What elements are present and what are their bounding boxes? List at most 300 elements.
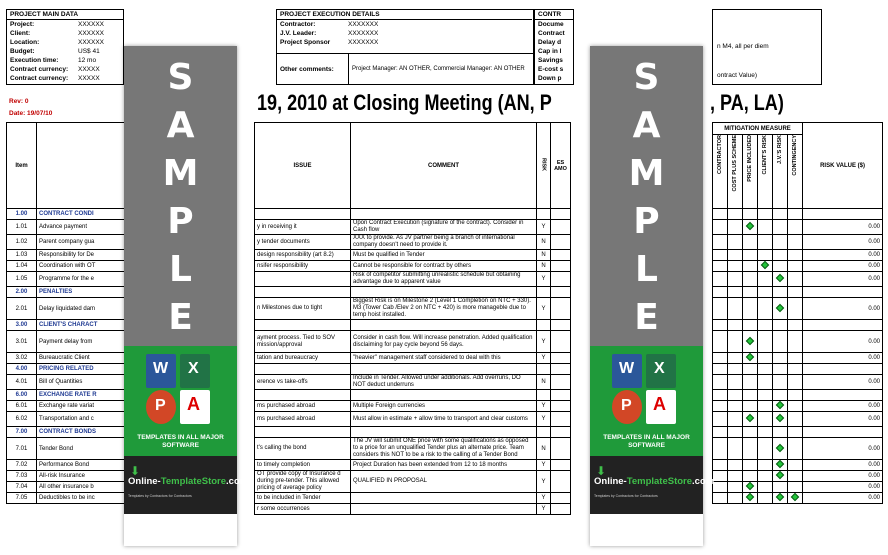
comment-cell [351,504,537,515]
risk-value-cell: 0.00 [803,250,883,261]
table-row [713,220,883,235]
table-row [7,493,127,504]
mitigation-cell [773,375,788,390]
item-description: Performance Bond [37,460,127,471]
risk-value-cell: 0.00 [803,412,883,427]
risk-flag-cell [537,390,551,401]
item-description: Programme for the e [37,272,127,287]
item-description: PENALTIES [37,287,127,298]
risk-value-cell [803,364,883,375]
mitigation-cell [728,235,743,250]
mitigation-cell [728,471,743,482]
project-main-data-box [6,9,124,85]
risk-flag-cell: N [537,261,551,272]
sample-letter: S [167,57,194,98]
mitigation-cell [758,438,773,460]
table-row [7,298,127,320]
table-row [255,331,571,353]
risk-value-cell: 0.00 [803,298,883,320]
table-row [713,460,883,471]
mitigation-cell [758,460,773,471]
field-value: XXXXX [78,75,100,82]
contract-row-label: Savings [538,57,563,64]
risk-value-cell [803,390,883,401]
issue-cell [255,320,351,331]
mitigation-cell [788,364,803,375]
item-number: 1.05 [7,272,37,287]
project-execution-box [276,9,534,85]
table-row [713,375,883,390]
mitigation-column-header [743,135,758,209]
check-diamond-icon [776,414,784,422]
item-number: 1.03 [7,250,37,261]
estimated-amount-cell [551,272,571,287]
item-description: CONTRACT BONDS [37,427,127,438]
comment-cell [351,209,537,220]
project-main-row [7,38,123,47]
mitigation-cell [713,471,728,482]
project-main-row [7,29,123,38]
field-label: Project: [10,21,35,28]
estimated-amount-cell [551,401,571,412]
mitigation-cell [713,220,728,235]
mitigation-cell [713,364,728,375]
table-row [7,331,127,353]
issue-cell [255,364,351,375]
item-number: 1.04 [7,261,37,272]
mitigation-column-label: CLIENT'S RISK [762,135,768,175]
mitigation-cell [773,364,788,375]
issue-cell: y in receiving it [255,220,351,235]
table-row [255,261,571,272]
mitigation-cell [743,438,758,460]
item-number: 1.01 [7,220,37,235]
mitigation-cell [758,375,773,390]
mitigation-cell [743,427,758,438]
table-row [255,364,571,375]
mitigation-column-label: CONTRACTOR [717,135,723,175]
project-main-row [7,20,123,29]
table-row [713,272,883,287]
field-value: XXXXXXX [348,39,379,46]
risk-flag-cell: Y [537,353,551,364]
risk-flag-cell [537,320,551,331]
issue-cell: r some occurrences [255,504,351,515]
brand-logo: Online-TemplateStore.com [128,476,249,487]
mitigation-cell [728,261,743,272]
estimated-amount-cell [551,493,571,504]
mitigation-cell [743,287,758,298]
field-label: Contract currency: [10,75,69,82]
mitigation-cell [773,482,788,493]
mitigation-cell [713,401,728,412]
mitigation-cell [773,250,788,261]
table-row [713,235,883,250]
mitigation-cell [758,287,773,298]
item-description: Delay liquidated dam [37,298,127,320]
mitigation-cell [758,471,773,482]
estimated-amount-cell [551,471,571,493]
issue-cell [255,427,351,438]
field-label: Contract currency: [10,66,69,73]
field-label: J.V. Leader: [280,30,317,37]
estimated-amount-cell [551,390,571,401]
table-row [7,390,127,401]
table-row [255,460,571,471]
check-diamond-icon [746,493,754,501]
mitigation-cell [743,331,758,353]
project-main-row [7,47,123,56]
mitigation-column-label: CONTINGENCY [792,135,799,176]
mitigation-cell [788,272,803,287]
risk-table-right [712,122,883,504]
item-description: Payment delay from [37,331,127,353]
mitigation-cell [743,320,758,331]
item-description: PRICING RELATED [37,364,127,375]
mitigation-cell [758,493,773,504]
issue-cell [255,209,351,220]
check-diamond-icon [761,261,769,269]
mitigation-cell [728,493,743,504]
risk-flag-cell: Y [537,471,551,493]
mitigation-cell [713,390,728,401]
table-row [713,353,883,364]
risk-flag-cell: Y [537,504,551,515]
software-panel [124,346,237,456]
mitigation-cell [788,209,803,220]
mitigation-cell [773,471,788,482]
right-header-line-2: ontract Value) [717,72,757,79]
item-description: EXCHANGE RATE R [37,390,127,401]
table-row [7,272,127,287]
mitigation-cell [773,493,788,504]
mitigation-cell [743,353,758,364]
check-diamond-icon [746,353,754,361]
mitigation-cell [743,298,758,320]
field-label: Client: [10,30,31,37]
estimated-amount-cell [551,427,571,438]
contract-box-rows [535,20,573,83]
risk-value-cell [803,320,883,331]
table-row [7,427,127,438]
risk-flag-cell: Y [537,220,551,235]
mitigation-cell [758,401,773,412]
mitigation-cell [773,331,788,353]
mitigation-cell [788,320,803,331]
mitigation-cell [743,460,758,471]
adobe-icon: A [180,390,210,424]
brand-tagline: Templates by Contractors for Contractors [128,494,192,498]
comment-cell: QUALIFIED IN PROPOSAL [351,471,537,493]
risk-flag-cell: N [537,375,551,390]
mitigation-cell [713,412,728,427]
risk-value-cell: 0.00 [803,220,883,235]
mitigation-cell [728,353,743,364]
powerpoint-icon: P [146,390,176,424]
table-row [255,401,571,412]
project-exec-row [277,38,533,47]
check-diamond-icon [776,443,784,451]
mitigation-cell [758,272,773,287]
comment-cell: Multiple Foreign currencies [351,401,537,412]
mitigation-cell [773,320,788,331]
sample-letters-panel [590,46,703,346]
mitigation-cell [743,272,758,287]
templates-text: TEMPLATES IN ALL MAJOR SOFTWARE [137,434,224,449]
issue-cell [255,272,351,287]
table-row [7,375,127,390]
sample-letter: L [169,249,192,290]
mitigation-cell [788,235,803,250]
item-description: CONTRACT CONDI [37,209,127,220]
mitigation-cell [788,261,803,272]
estimated-amount-header: ES AMO [551,123,571,209]
mitigation-cell [773,209,788,220]
sample-letter: A [166,105,195,146]
table-row [255,471,571,493]
comment-cell: Project Duration has been extended from 12 to 18 months [351,460,537,471]
sample-letter: E [168,297,193,338]
table-row [7,320,127,331]
mitigation-cell [758,209,773,220]
check-diamond-icon [791,493,799,501]
table-row [255,287,571,298]
issue-cell: y tender documents [255,235,351,250]
field-label: Budget: [10,48,35,55]
item-number: 1.00 [7,209,37,220]
word-icon: W [612,354,642,388]
issue-cell: design responsibility (art 8.2) [255,250,351,261]
mitigation-cell [758,427,773,438]
item-description: Tender Bond [37,438,127,460]
sample-watermark-banner-right [590,46,715,546]
mitigation-cell [728,412,743,427]
mitigation-cell [758,364,773,375]
mitigation-cell [788,438,803,460]
table-row [713,261,883,272]
comment-cell: Biggest Risk is on Milestone 2 (Level 1 Completion on NTC + 330). M3 (Tower Cab /Elev 2 on NTC + 420) is more manageble due to temp hoist installed. [351,298,537,320]
comment-header: COMMENT [351,123,537,209]
risk-value-cell: 0.00 [803,401,883,412]
item-description: Bureaucratic Client [37,353,127,364]
estimated-amount-cell [551,250,571,261]
mitigation-cell [728,427,743,438]
table-row [713,482,883,493]
estimated-amount-cell [551,412,571,427]
contract-row-label: Delay d [538,39,562,46]
table-row [255,209,571,220]
mitigation-cell [728,401,743,412]
mitigation-cell [728,287,743,298]
issue-cell [255,287,351,298]
mitigation-cell [788,250,803,261]
item-header: Item [7,123,37,209]
table-row [713,298,883,320]
mitigation-cell [773,438,788,460]
adobe-icon: A [646,390,676,424]
mitigation-cell [728,482,743,493]
check-diamond-icon [776,274,784,282]
issue-cell: ms purchased abroad [255,412,351,427]
comment-cell [351,320,537,331]
risk-value-cell: 0.00 [803,331,883,353]
mitigation-cell [788,375,803,390]
sample-letter: P [633,201,660,242]
word-icon: W [146,354,176,388]
mitigation-cell [758,412,773,427]
mitigation-cell [713,287,728,298]
issue-cell: to be included in Tender [255,493,351,504]
issue-cell [255,390,351,401]
item-number: 2.01 [7,298,37,320]
check-diamond-icon [746,222,754,230]
mitigation-cell [713,331,728,353]
risk-flag-cell: Y [537,401,551,412]
mitigation-column-label: PRICE INCLUDED [747,135,753,182]
table-row [255,412,571,427]
field-value: XXXXXX [78,21,105,28]
project-main-data-title: PROJECT MAIN DATA [7,10,123,20]
check-diamond-icon [746,336,754,344]
table-row [255,493,571,504]
software-panel [590,346,703,456]
table-row [255,220,571,235]
table-row [7,235,127,250]
issue-cell: erence vs take-offs [255,375,351,390]
mitigation-cell [743,220,758,235]
project-main-row [7,56,123,65]
table-row [7,460,127,471]
estimated-amount-cell [551,220,571,235]
table-row [255,438,571,460]
risk-value-cell: 0.00 [803,438,883,460]
mitigation-cell [713,235,728,250]
sheet-big-title-right: , PA, LA) [710,90,784,115]
table-row [255,272,571,287]
check-diamond-icon [746,482,754,490]
field-value: XXXXXXX [348,30,379,37]
risk-flag-cell: N [537,235,551,250]
mitigation-cell [713,250,728,261]
table-row [713,401,883,412]
risk-header: RISK [537,123,551,209]
mitigation-cell [788,412,803,427]
powerpoint-icon: P [612,390,642,424]
risk-flag-cell [537,427,551,438]
mitigation-cell [713,320,728,331]
risk-flag-cell: Y [537,331,551,353]
mitigation-cell [758,261,773,272]
download-arrow-icon: ⬇ [130,464,141,478]
table-row [255,427,571,438]
table-row [7,261,127,272]
risk-flag-cell: Y [537,493,551,504]
mitigation-cell [788,287,803,298]
sample-letter: M [628,153,665,194]
brand-logo: Online-TemplateStore.com [594,476,715,487]
templates-text: TEMPLATES IN ALL MAJOR SOFTWARE [603,434,690,449]
excel-icon: X [180,354,210,388]
risk-flag-cell [537,364,551,375]
other-comments-row [277,53,533,84]
project-exec-row [277,29,533,38]
estimated-amount-cell [551,364,571,375]
check-diamond-icon [746,414,754,422]
item-number: 3.02 [7,353,37,364]
right-header-box [712,9,822,85]
sheet-big-title: 19, 2010 at Closing Meeting (AN, P [257,90,552,115]
other-comments-label: Other comments: [277,54,349,85]
mitigation-cell [788,482,803,493]
item-description: All other insurance b [37,482,127,493]
item-number: 6.02 [7,412,37,427]
mitigation-cell [713,375,728,390]
sample-letter: P [167,201,194,242]
mitigation-cell [758,320,773,331]
risk-value-cell: 0.00 [803,460,883,471]
issue-cell: to timely completion [255,460,351,471]
risk-table-left [6,122,127,504]
table-row [7,438,127,460]
item-number: 3.01 [7,331,37,353]
excel-icon: X [646,354,676,388]
mitigation-cell [713,353,728,364]
item-number: 4.00 [7,364,37,375]
contract-row-label: E-cost s [538,66,564,73]
item-description: Transportation and c [37,412,127,427]
mitigation-cell [728,460,743,471]
mitigation-measure-header: MITIGATION MEASURE [713,123,803,135]
item-description: Responsibility for De [37,250,127,261]
table-row [7,401,127,412]
mitigation-cell [758,298,773,320]
mitigation-cell [758,482,773,493]
comment-cell [351,364,537,375]
mitigation-cell [728,298,743,320]
issue-header: ISSUE [255,123,351,209]
mitigation-cell [773,235,788,250]
right-header-line-1: n M4, all per diem [717,43,769,50]
comment-cell: "heavier" management staff considered to deal with this [351,353,537,364]
table-row [255,250,571,261]
mitigation-cell [743,471,758,482]
comment-cell: Consider in cash flow. Will increase penetration. Added qualification disclaiming for pay cycle beyond 56 days. [351,331,537,353]
mitigation-cell [728,364,743,375]
risk-flag-cell: Y [537,412,551,427]
comment-cell: Must allow in estimate + allow time to transport and clear customs [351,412,537,427]
item-number: 6.00 [7,390,37,401]
table-row [713,493,883,504]
estimated-amount-cell [551,298,571,320]
item-number: 7.02 [7,460,37,471]
mitigation-column-header [773,135,788,209]
issue-cell: t's calling the bond [255,438,351,460]
risk-value-header: RISK VALUE ($) [803,123,883,209]
item-number: 1.02 [7,235,37,250]
item-number: 7.00 [7,427,37,438]
sample-letter: L [635,249,658,290]
mitigation-cell [743,482,758,493]
risk-value-cell [803,287,883,298]
project-main-row [7,65,123,74]
mitigation-cell [713,209,728,220]
mitigation-cell [758,390,773,401]
contract-row-label: Cap in l [538,48,562,55]
item-number: 2.00 [7,287,37,298]
issue-cell: ayment process. Tied to SOV mission/approval [255,331,351,353]
mitigation-cell [788,353,803,364]
item-number: 4.01 [7,375,37,390]
